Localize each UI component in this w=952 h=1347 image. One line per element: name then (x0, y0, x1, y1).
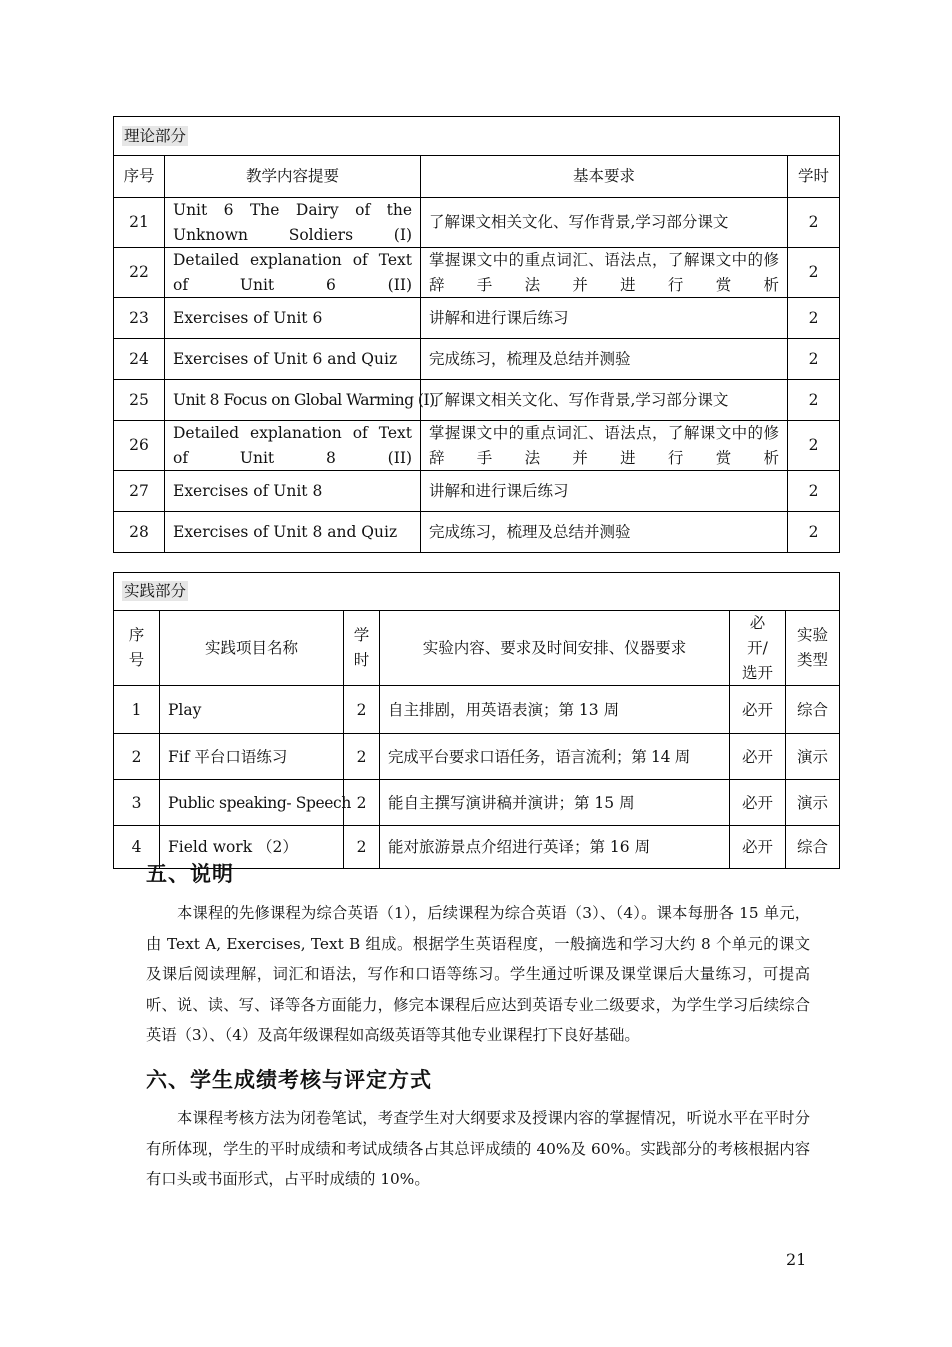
section-notes-paragraph: 本课程的先修课程为综合英语（1），后续课程为综合英语（3）、（4）。课本每册各 15 单元，由 Text A, Exercises, Text B 组成。根据学生英语程度，一般摘选和学习大约 8 个单元的课文及课后阅读理解，词汇和语法，写作和口语等练习。学生通过听课及课堂课后大量练习，可提高听、说、读、写、译等各方面能力，修完本课程后应达到英语专业二级要求，为学生学习后续综合英语（3）、（4）及高年级课程如高级英语等其他专业课程打下良好基础。 (146, 904, 810, 1044)
header-hours-text: 学时 (353, 626, 370, 670)
table-row (114, 780, 840, 826)
row-no: 1 (114, 686, 160, 734)
table-row (114, 686, 840, 734)
row-no: 3 (114, 780, 160, 826)
practice-section-label: 实践部分 (124, 582, 187, 601)
row-content: Detailed explanation of Text of Unit 8 (II) (165, 421, 421, 471)
theory-section-label: 理论部分 (124, 126, 187, 145)
header-content: 实验内容、要求及时间安排、仪器要求 (380, 611, 730, 686)
section-heading-notes: 五、说明 (146, 862, 234, 886)
row-no: 26 (114, 421, 165, 471)
row-no: 25 (114, 380, 165, 421)
header-requirement: 基本要求 (421, 156, 788, 198)
table-row (114, 298, 840, 339)
row-no: 24 (114, 339, 165, 380)
row-requirement: 完成练习，梳理及总结并测验 (421, 339, 788, 380)
header-content: 教学内容提要 (165, 156, 421, 198)
row-no: 2 (114, 734, 160, 780)
row-content: Detailed explanation of Text of Unit 6 (II) (165, 248, 421, 298)
row-requirement: 讲解和进行课后练习 (421, 471, 788, 512)
header-no: 序号 (114, 156, 165, 198)
row-content: Exercises of Unit 8 (165, 471, 421, 512)
header-required (730, 611, 786, 686)
page-number: 21 (786, 1250, 807, 1269)
row-hours: 2 (788, 380, 840, 421)
row-content: 能自主撰写演讲稿并演讲；第 15 周 (380, 780, 730, 826)
row-content: Exercises of Unit 8 and Quiz (165, 512, 421, 553)
header-hours: 学时 (788, 156, 840, 198)
row-requirement: 讲解和进行课后练习 (421, 298, 788, 339)
row-content: 完成平台要求口语任务，语言流利；第 14 周 (380, 734, 730, 780)
header-type-text: 实验类型 (797, 626, 829, 670)
row-content: 自主排剧，用英语表演；第 13 周 (380, 686, 730, 734)
table-row (114, 734, 840, 780)
row-hours: 2 (788, 298, 840, 339)
row-required: 必开 (730, 826, 786, 869)
practice-section-row (114, 573, 840, 611)
table-row (114, 471, 840, 512)
section-heading-assessment: 六、学生成绩考核与评定方式 (146, 1068, 432, 1092)
row-content: Unit 8 Focus on Global Warming (I) (165, 380, 421, 421)
header-no-text: 序号 (128, 626, 145, 670)
row-type: 综合 (786, 686, 840, 734)
row-hours: 2 (788, 339, 840, 380)
row-project-name: Field work （2） (160, 826, 344, 869)
header-required-text: 必开/选开 (741, 614, 773, 682)
row-no: 22 (114, 248, 165, 298)
row-hours: 2 (788, 421, 840, 471)
header-type (786, 611, 840, 686)
row-type: 演示 (786, 780, 840, 826)
row-requirement: 了解课文相关文化、写作背景,学习部分课文 (421, 380, 788, 421)
row-content: Exercises of Unit 6 (165, 298, 421, 339)
table-row (114, 421, 840, 471)
row-no: 28 (114, 512, 165, 553)
row-required: 必开 (730, 686, 786, 734)
row-content: 能对旅游景点介绍进行英译；第 16 周 (380, 826, 730, 869)
row-required: 必开 (730, 734, 786, 780)
row-project-name: Public speaking- Speech (160, 780, 344, 826)
row-requirement: 掌握课文中的重点词汇、语法点，了解课文中的修辞手法并进行赏析 (421, 421, 788, 471)
row-no: 21 (114, 198, 165, 248)
practice-table (113, 572, 840, 869)
header-hours (344, 611, 380, 686)
row-hours: 2 (788, 512, 840, 553)
row-hours: 2 (344, 686, 380, 734)
row-hours: 2 (788, 471, 840, 512)
row-hours: 2 (788, 198, 840, 248)
table-row (114, 380, 840, 421)
row-project-name: Fif 平台口语练习 (160, 734, 344, 780)
table-row (114, 198, 840, 248)
section-assessment-paragraph: 本课程考核方法为闭卷笔试，考查学生对大纲要求及授课内容的掌握情况，听说水平在平时分有所体现，学生的平时成绩和考试成绩各占其总评成绩的 40%及 60%。实践部分的考核根据内容有口头或书面形式，占平时成绩的 10%。 (146, 1109, 810, 1188)
row-required: 必开 (730, 780, 786, 826)
table-row (114, 339, 840, 380)
row-content: Exercises of Unit 6 and Quiz (165, 339, 421, 380)
theory-header-row (114, 156, 840, 198)
row-hours: 2 (344, 826, 380, 869)
theory-table (113, 116, 840, 553)
row-requirement: 完成练习，梳理及总结并测验 (421, 512, 788, 553)
row-type: 综合 (786, 826, 840, 869)
row-hours: 2 (344, 734, 380, 780)
practice-header-row (114, 611, 840, 686)
row-project-name: Play (160, 686, 344, 734)
theory-section-row (114, 117, 840, 156)
row-hours: 2 (344, 780, 380, 826)
row-content: Unit 6 The Dairy of the Unknown Soldiers (I) (165, 198, 421, 248)
header-project-name: 实践项目名称 (160, 611, 344, 686)
row-no: 4 (114, 826, 160, 869)
header-no (114, 611, 160, 686)
row-hours: 2 (788, 248, 840, 298)
row-no: 27 (114, 471, 165, 512)
table-row (114, 512, 840, 553)
row-no: 23 (114, 298, 165, 339)
row-requirement: 了解课文相关文化、写作背景,学习部分课文 (421, 198, 788, 248)
table-row (114, 248, 840, 298)
row-type: 演示 (786, 734, 840, 780)
row-requirement: 掌握课文中的重点词汇、语法点，了解课文中的修辞手法并进行赏析 (421, 248, 788, 298)
